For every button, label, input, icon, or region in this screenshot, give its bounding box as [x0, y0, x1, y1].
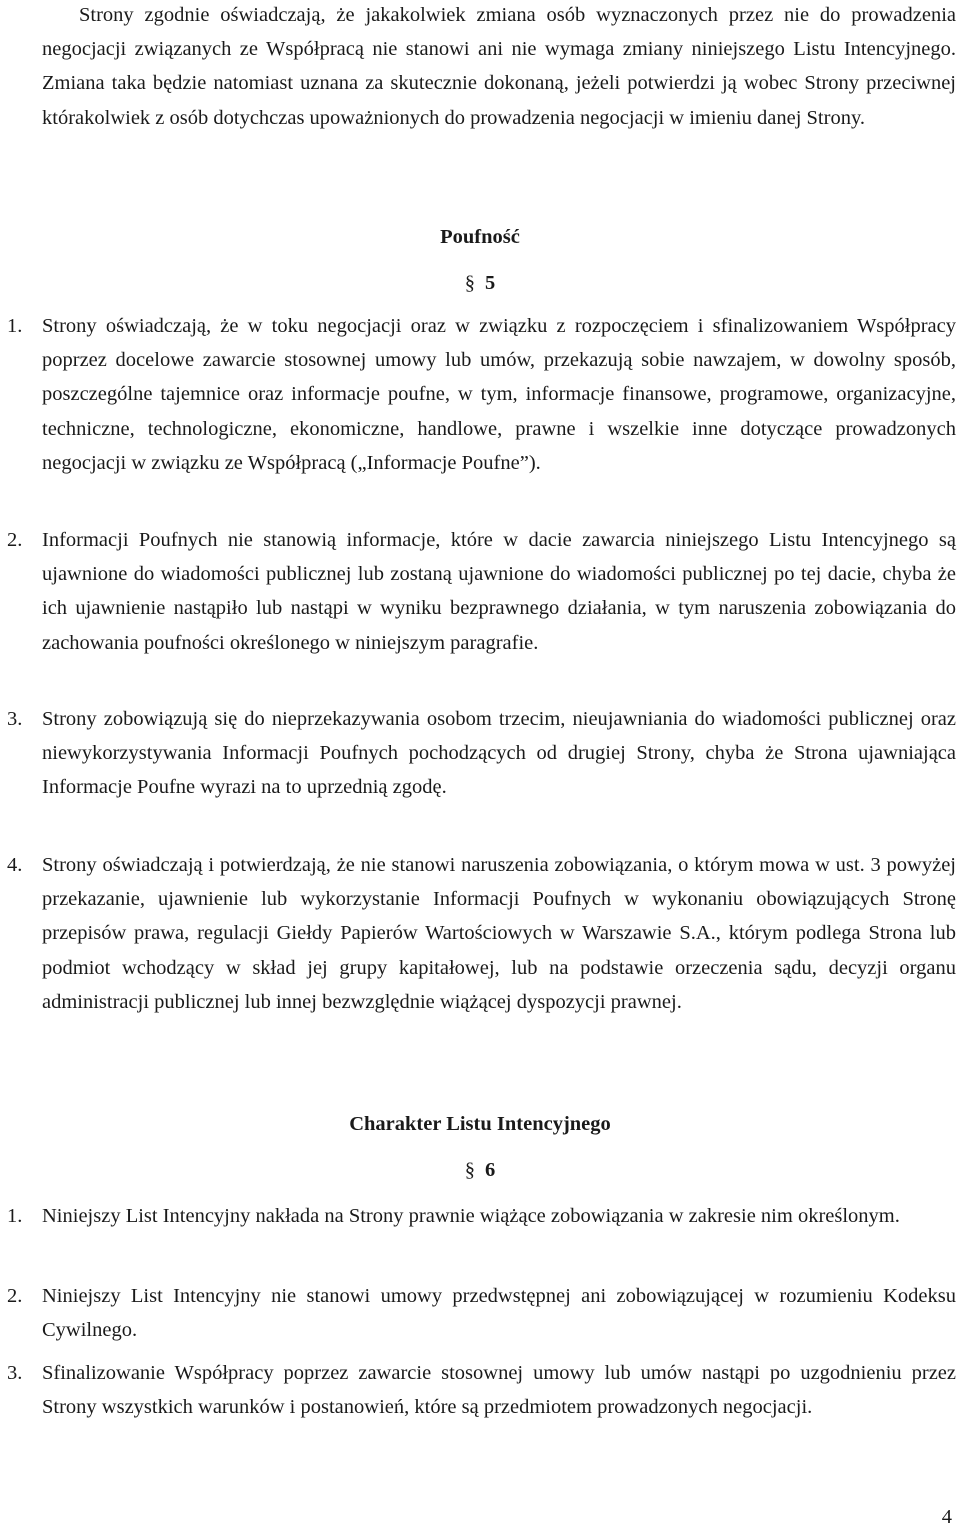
- section-number: 5: [485, 272, 496, 294]
- section-5-item-1: [0, 309, 956, 480]
- section-5-number: [0, 266, 960, 300]
- item-number: 1.: [7, 1205, 23, 1227]
- paragraph-sign: §: [464, 272, 475, 294]
- item-number: 2.: [7, 529, 23, 551]
- item-text: Niniejszy List Intencyjny nie stanowi umowy przedwstępnej ani zobowiązującej w rozumieniu Kodeksu Cywilnego.: [42, 1285, 956, 1342]
- item-number: 3.: [7, 1362, 23, 1384]
- paragraph-sign: §: [464, 1159, 475, 1181]
- section-5-item-4: [0, 848, 956, 1019]
- section-5-item-2: [0, 523, 956, 660]
- page-number: 4: [941, 1506, 952, 1528]
- item-number: 2.: [7, 1285, 23, 1307]
- item-number: 1.: [7, 315, 23, 337]
- intro-paragraph: Strony zgodnie oświadczają, że jakakolwiek zmiana osób wyznaczonych przez nie do prowadzenia negocjacji związanych ze Współpracą nie stanowi ani nie wymaga zmiany niniejszego Listu Intencyjnego. Zmiana taka będzie natomiast uznana za skutecznie dokonaną, jeżeli potwierdzi ją wobec Strony przeciwnej którakolwiek z osób dotychczas upoważnionych do prowadzenia negocjacji w imieniu danej Strony.: [42, 4, 956, 129]
- section-6-title: Charakter Listu Intencyjnego: [349, 1113, 611, 1135]
- section-5-item-3: [0, 702, 956, 805]
- item-text: Strony oświadczają, że w toku negocjacji oraz w związku z rozpoczęciem i sfinalizowaniem Współpracy poprzez docelowe zawarcie stosownej umowy lub umów, przekazują sobie nawzajem, w dowolny sposób, poszczególne tajemnice oraz informacje poufne, w tym, informacje finansowe, programowe, organizacyjne, techniczne, technologiczne, ekonomiczne, handlowe, prawne i wszelkie inne dotyczące prowadzonych negocjacji w związku ze Współpracą („Informacje Poufne”).: [42, 315, 956, 474]
- section-6-item-2: [0, 1279, 956, 1347]
- section-6-item-1: [0, 1199, 956, 1233]
- section-6-number: [0, 1153, 960, 1187]
- item-text: Sfinalizowanie Współpracy poprzez zawarcie stosownej umowy lub umów nastąpi po uzgodnieniu przez Strony wszystkich warunków i postanowień, które są przedmiotem prowadzonych negocjacji.: [42, 1362, 956, 1419]
- section-5-title: Poufność: [440, 226, 520, 248]
- item-text: Informacji Poufnych nie stanowią informacje, które w dacie zawarcia niniejszego Listu Intencyjnego są ujawnione do wiadomości publicznej lub zostaną ujawnione do wiadomości publicznej po tej dacie, chyba że ich ujawnienie nastąpiło lub nastąpi w wyniku bezprawnego działania, w tym naruszenia zobowiązania do zachowania poufności określonego w niniejszym paragrafie.: [42, 529, 956, 654]
- item-number: 3.: [7, 708, 23, 730]
- item-text: Niniejszy List Intencyjny nakłada na Strony prawnie wiążące zobowiązania w zakresie nim określonym.: [42, 1205, 900, 1227]
- section-number: 6: [485, 1159, 496, 1181]
- item-number: 4.: [7, 854, 23, 876]
- item-text: Strony oświadczają i potwierdzają, że nie stanowi naruszenia zobowiązania, o którym mowa w ust. 3 powyżej przekazanie, ujawnienie lub wykorzystanie Informacji Poufnych w wykonaniu obowiązujących Stronę przepisów prawa, regulacji Giełdy Papierów Wartościowych w Warszawie S.A., którym podlega Strona lub podmiot wchodzący w skład jej grupy kapitałowej, lub na podstawie orzeczenia sądu, decyzji organu administracji publicznej lub innej bezwzględnie wiążącej dyspozycji prawnej.: [42, 854, 956, 1013]
- item-text: Strony zobowiązują się do nieprzekazywania osobom trzecim, nieujawniania do wiadomości publicznej oraz niewykorzystywania Informacji Poufnych pochodzących od drugiej Strony, chyba że Strona ujawniająca Informacje Poufne wyrazi na to uprzednią zgodę.: [42, 708, 956, 799]
- section-6-item-3: [0, 1356, 956, 1424]
